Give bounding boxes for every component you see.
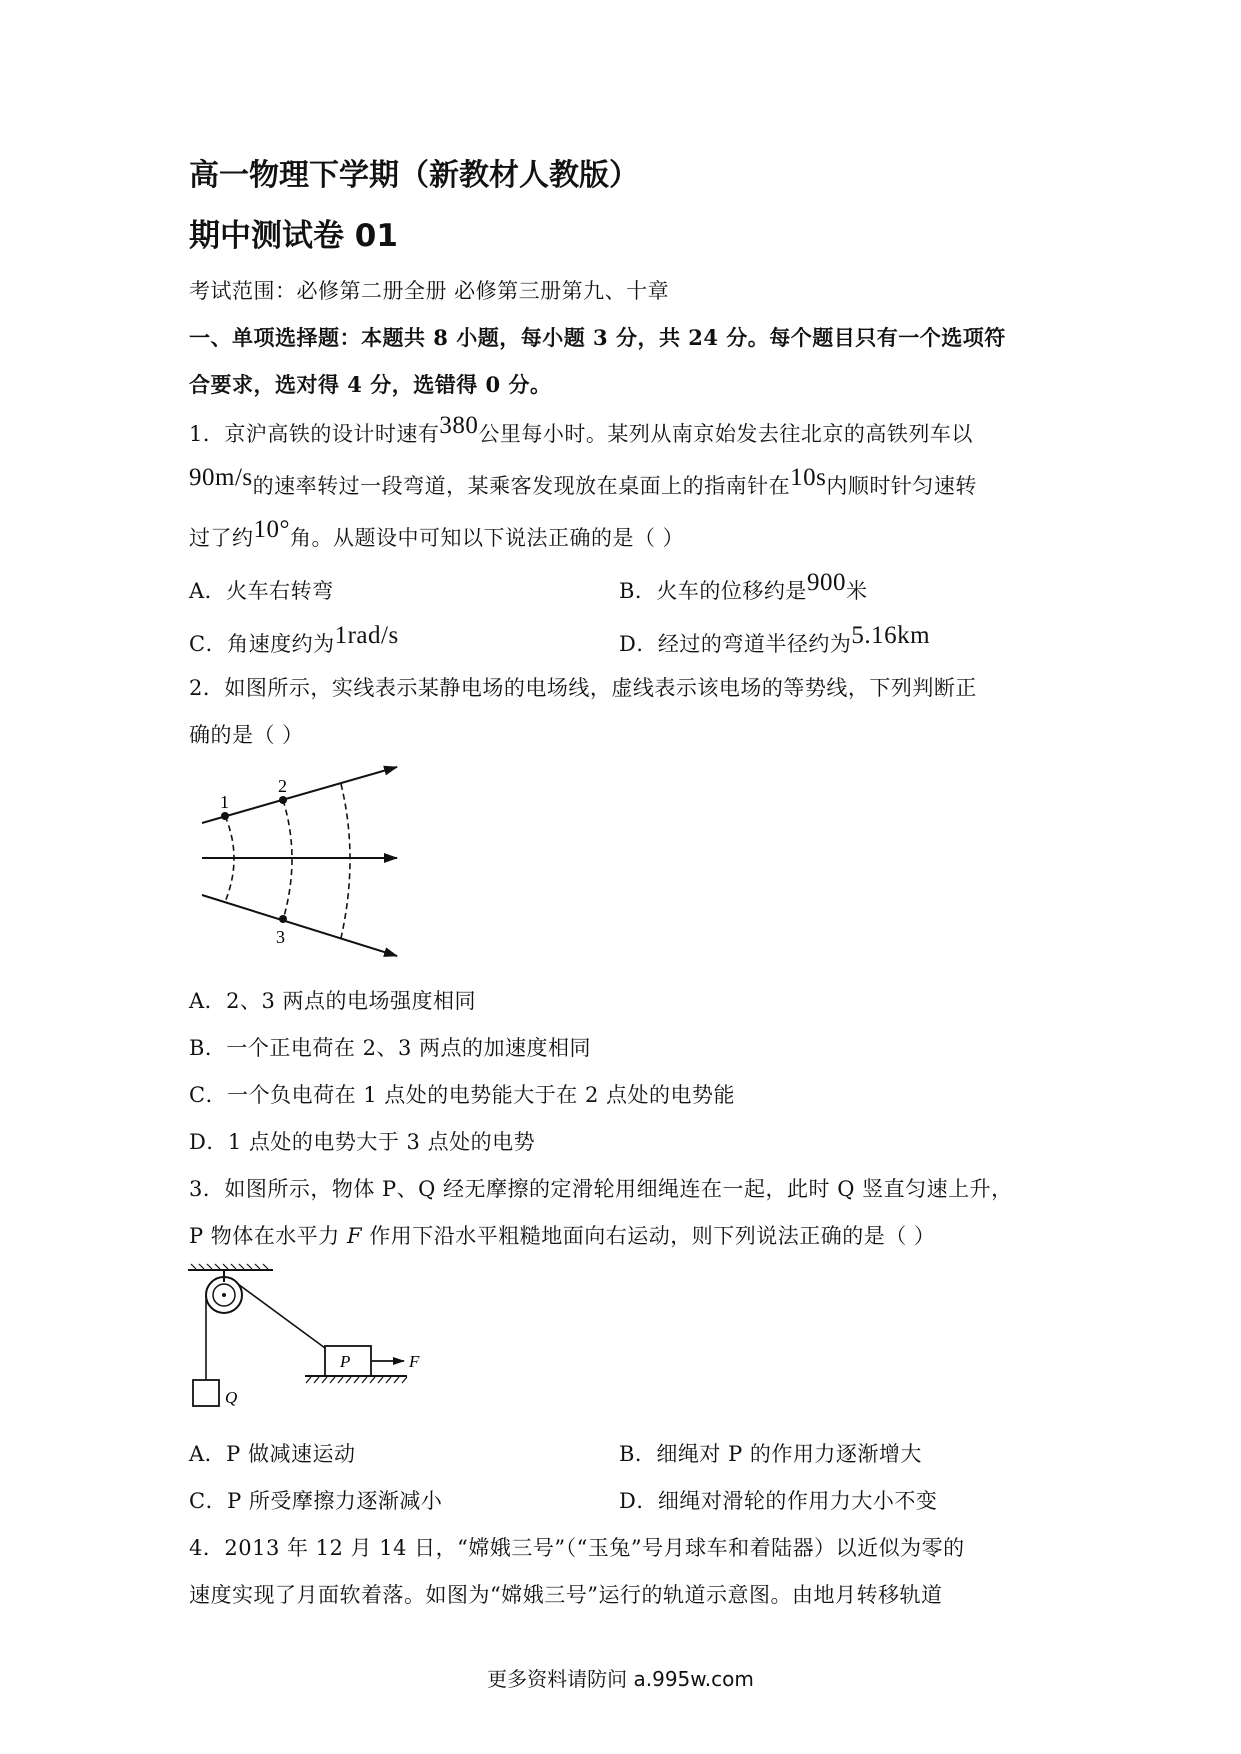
q1-line1: [189, 412, 973, 448]
ground-hatch: [306, 1377, 407, 1383]
page-subtitle: 期中测试卷 01: [189, 218, 398, 254]
pulley-axle: [222, 1293, 226, 1297]
q3-option-d: D．细绳对滑轮的作用力大小不变: [619, 1489, 938, 1513]
q1-option-c: [189, 622, 399, 658]
q3-option-c: C．P 所受摩擦力逐渐减小: [189, 1489, 443, 1513]
point-3-label: 3: [276, 927, 285, 947]
page-title: 高一物理下学期（新教材人教版）: [189, 158, 639, 193]
force-label: F: [409, 1352, 420, 1371]
q1-option-d: [619, 622, 931, 658]
q1-option-b-value: 900: [806, 569, 846, 596]
q1-option-b-unit: 米: [845, 579, 868, 603]
q3-line1: 3．如图所示，物体 P、Q 经无摩擦的定滑轮用细绳连在一起，此时 Q 竖直匀速上升，: [189, 1177, 1013, 1201]
q1-text: 1．京沪高铁的设计时速有: [189, 422, 440, 446]
ceiling-hatch: [191, 1264, 268, 1269]
q3-text: P 物体在水平力: [189, 1224, 347, 1248]
q1-text: 的速率转过一段弯道，某乘客发现放在桌面上的指南针在: [252, 474, 791, 498]
q1-line3: [189, 516, 685, 552]
block-q: [193, 1380, 219, 1406]
q1-option-d-value: 5.16km: [851, 622, 931, 649]
point-2-dot: [279, 796, 287, 804]
footer-link-text[interactable]: 更多资料请防问 a.995w.com: [487, 1667, 754, 1691]
q1-angle-value: 10°: [253, 516, 290, 543]
point-1-dot: [221, 812, 229, 820]
exam-scope: 考试范围：必修第二册全册 必修第三册第九、十章: [189, 279, 670, 303]
q1-option-c-text: C．角速度约为: [189, 632, 335, 656]
q1-option-b-text: B．火车的位移约是: [619, 579, 807, 603]
q1-option-d-text: D．经过的弯道半径约为: [619, 632, 852, 656]
q1-rate-value: 90m/s: [189, 464, 253, 491]
q1-time-value: 10s: [790, 464, 827, 491]
q1-text: 内顺时针匀速转: [826, 474, 977, 498]
section-heading-line2: 合要求，选对得 4 分，选错得 0 分。: [189, 372, 552, 397]
equipotential-line-3: [341, 784, 350, 938]
q1-option-c-value: 1rad/s: [334, 622, 399, 649]
q1-option-a: A．火车右转弯: [189, 579, 334, 603]
q2-option-a: A．2、3 两点的电场强度相同: [189, 989, 477, 1013]
electric-field-diagram: [195, 755, 410, 980]
point-1-label: 1: [220, 792, 229, 812]
q3-line2: [189, 1220, 935, 1250]
point-3-dot: [279, 915, 287, 923]
q1-text: 角。从题设中可知以下说法正确的是（ ）: [290, 526, 685, 550]
q4-line1: 4．2013 年 12 月 14 日，“嫦娥三号”（“玉兔”号月球车和着陆器）以近似为零的: [189, 1536, 965, 1560]
q1-option-b: [619, 569, 868, 605]
q3-option-b: B．细绳对 P 的作用力逐渐增大: [619, 1442, 922, 1466]
q2-line2: 确的是（ ）: [189, 723, 304, 747]
block-q-label: Q: [225, 1388, 238, 1407]
field-line-bottom: [202, 895, 397, 956]
equipotential-line-2: [283, 800, 292, 920]
q2-option-d: D．1 点处的电势大于 3 点处的电势: [189, 1130, 536, 1154]
q2-option-c: C．一个负电荷在 1 点处的电势能大于在 2 点处的电势能: [189, 1083, 735, 1107]
q1-text: 公里每小时。某列从南京始发去往北京的高铁列车以: [478, 422, 973, 446]
q3-force-symbol: F: [346, 1224, 363, 1248]
point-2-label: 2: [278, 776, 287, 796]
q1-line2: [189, 464, 977, 500]
q2-option-b: B．一个正电荷在 2、3 两点的加速度相同: [189, 1036, 592, 1060]
q1-text: 过了约: [189, 526, 254, 550]
q3-option-a: A．P 做减速运动: [189, 1442, 356, 1466]
field-line-top: [202, 767, 397, 823]
q2-line1: 2．如图所示，实线表示某静电场的电场线，虚线表示该电场的等势线，下列判断正: [189, 676, 977, 700]
q3-text: 作用下沿水平粗糙地面向右运动，则下列说法正确的是（ ）: [362, 1224, 936, 1248]
q1-speed-value: 380: [439, 412, 479, 439]
rope-slanted: [238, 1284, 325, 1348]
section-heading-line1: 一、单项选择题：本题共 8 小题，每小题 3 分，共 24 分。每个题目只有一个选项符: [189, 325, 1006, 350]
pulley-diagram: [185, 1262, 430, 1427]
q4-line2: 速度实现了月面软着落。如图为“嫦娥三号”运行的轨道示意图。由地月转移轨道: [189, 1583, 943, 1607]
block-p-label: P: [340, 1352, 351, 1371]
